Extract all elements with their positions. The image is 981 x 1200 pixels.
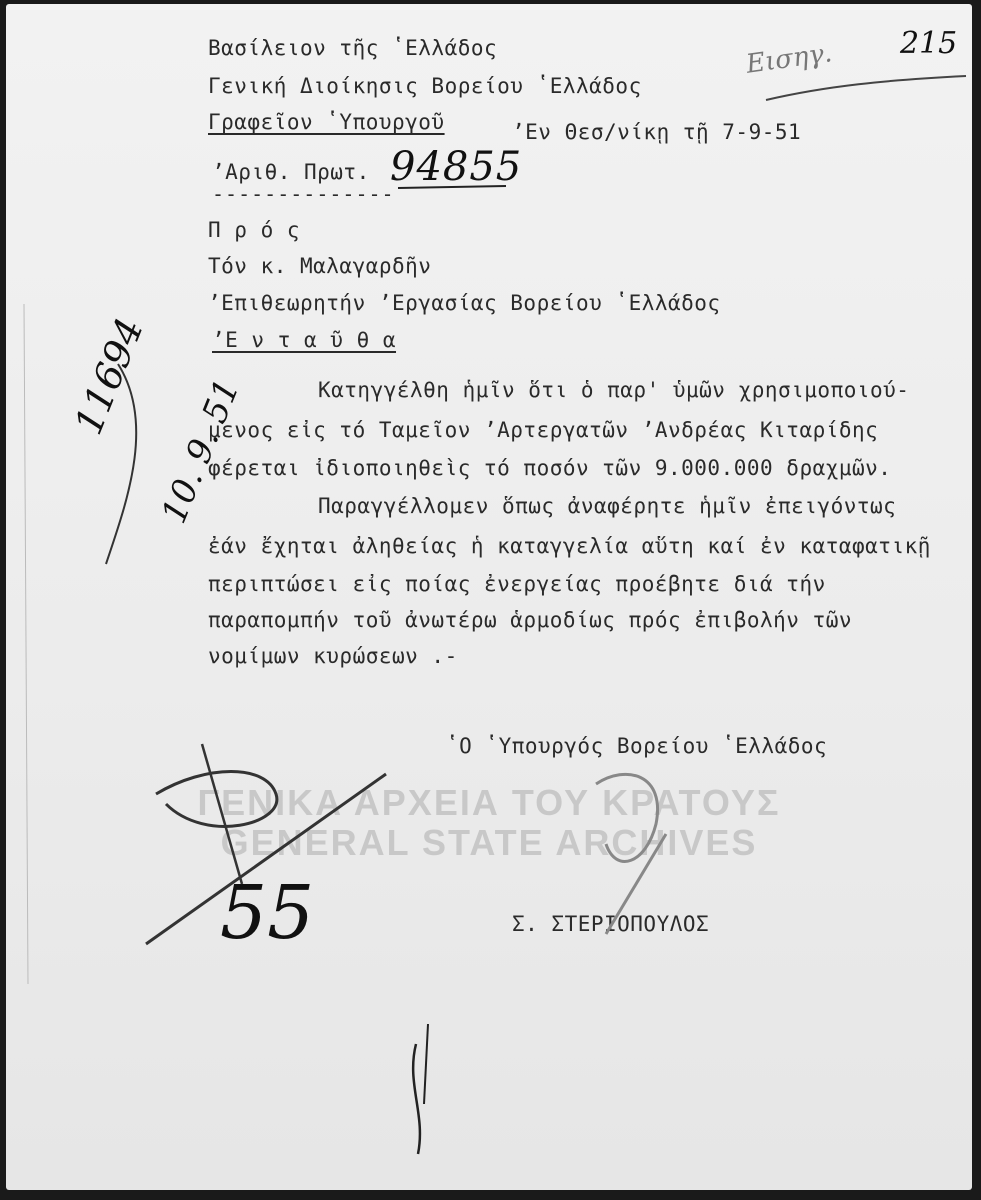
body-line-4: Παραγγέλλομεν ὅπως ἀναφέρητε ἡμῖν ἐπειγόντως xyxy=(318,494,897,518)
top-right-number: 215 xyxy=(900,26,958,61)
body-line-2: μενος εἰς τό Ταμεῖον ʼΑρτεργατῶν ʼΑνδρέας Κιταρίδης xyxy=(208,418,879,442)
bottom-number: 55 xyxy=(220,870,315,956)
body-line-5: ἐάν ἔχηται ἀληθείας ἡ καταγγελία αὕτη καί ἐν καταφατικῇ xyxy=(208,534,931,558)
recipient-pros: Π ρ ό ς xyxy=(208,218,301,242)
protocol-number: 94855 xyxy=(390,144,523,190)
recipient-location: ʼΕ ν τ α ῦ θ α xyxy=(212,328,397,352)
margin-number: 11694 xyxy=(66,311,153,441)
header-office: Γραφεῖον ʽΥπουργοῦ xyxy=(208,110,445,134)
recipient-title: ʼΕπιθεωρητήν ʼΕργασίας Βορείου ʽΕλλάδος xyxy=(208,291,721,315)
place-date: ʼΕν Θεσ/νίκῃ τῇ 7-9-51 xyxy=(512,120,802,144)
body-line-1: Κατηγγέλθη ἡμῖν ὅτι ὁ παρ' ὑμῶν χρησιμοποιού- xyxy=(318,378,910,402)
header-administration: Γενική Διοίκησις Βορείου ʽΕλλάδος xyxy=(208,74,642,98)
recipient-name: Τόν κ. Μαλαγαρδῆν xyxy=(208,254,432,278)
body-line-8: νομίμων κυρώσεων .- xyxy=(208,644,458,668)
body-line-6: περιπτώσει εἰς ποίας ἐνεργείας προέβητε διά τήν xyxy=(208,572,826,596)
top-right-scribble: Εισηγ. xyxy=(744,38,834,80)
document-page xyxy=(6,4,972,1190)
watermark-english: GENERAL STATE ARCHIVES xyxy=(220,822,758,863)
signature-name: Σ. ΣΤΕΡΙΟΠΟΥΛΟΣ xyxy=(512,912,710,936)
pen-strokes xyxy=(6,4,972,1190)
margin-date: 10. 9. 51 xyxy=(154,373,248,529)
signature-title: ʽΟ ʽΥπουργός Βορείου ʽΕλλάδος xyxy=(446,734,828,758)
body-line-3: φέρεται ἰδιοποιηθεὶς τό ποσόν τῶν 9.000.000 δραχμῶν. xyxy=(208,456,892,480)
body-line-7: παραπομπήν τοῦ ἀνωτέρω ἁρμοδίως πρός ἐπιβολήν τῶν xyxy=(208,608,853,632)
protocol-label: ʼΑριθ. Πρωτ. xyxy=(212,160,370,184)
watermark-greek: ΓΕΝΙΚΑ ΑΡΧΕΙΑ ΤΟΥ ΚΡΑΤΟΥΣ xyxy=(197,782,781,823)
header-kingdom: Βασίλειον τῆς ʽΕλλάδος xyxy=(208,36,498,60)
protocol-dashes: -------------- xyxy=(212,182,395,206)
